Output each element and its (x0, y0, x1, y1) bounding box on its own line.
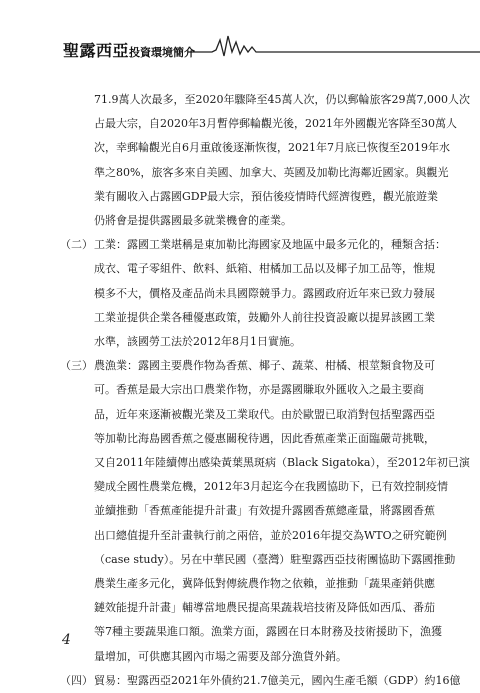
text-line: 業有關收入占露國GDP最大宗，預估後疫情時代經濟復甦，觀光旅遊業 (94, 189, 439, 203)
page-number: 4 (62, 632, 71, 648)
text-line: 量增加，可供應其國內市場之需要及部分漁貨外銷。 (94, 649, 347, 663)
text-line: 變成全國性農業危機，2012年3月起迄今在我國協助下，已有效控制疫情 (94, 480, 448, 494)
list-marker: （三） (60, 359, 93, 373)
text-line: 71.9萬人次最多，至2020年驟降至45萬人次，仍以郵輪旅客29萬7,000人次 (94, 93, 470, 106)
text-line: 出口總值提升至計畫執行前之兩倍，並於2016年提交為WTO之研究範例 (94, 528, 447, 542)
text-line: 次，幸郵輪觀光自6月重啟後逐漸恢復，2021年7月底已恢復至2019年水 (94, 141, 450, 155)
text-line: 水準，該國勞工法於2012年8月1日實施。 (94, 335, 301, 349)
header-title-sub: 投資環境簡介 (129, 46, 196, 59)
text-line: 又自2011年陸續傳出感染黃葉黑斑病（Black Sigatoka），至2012年初已演 (94, 456, 470, 470)
text-line: 占最大宗，自2020年3月暫停郵輪觀光後，2021年外國觀光客降至30萬人 (94, 117, 457, 131)
text-line: 成衣、電子零組件、飲料、紙箱、柑橘加工品以及椰子加工品等，惟規 (94, 262, 435, 276)
text-line: 工業並提供企業各種優惠政策，鼓勵外人前往投資設廠以提昇該國工業 (94, 310, 435, 324)
paragraph-industry (60, 233, 446, 354)
text-line: 仍將會是提供露國最多就業機會的產業。 (94, 214, 292, 228)
text-line: 鏈效能提升計畫」輔導當地農民提高果蔬栽培技術及降低如西瓜、番茄 (94, 601, 435, 615)
header-title-main: 聖露西亞 (63, 41, 130, 60)
text-line: 工業：露國工業堪稱是東加勒比海國家及地區中最多元化的，種類含括： (94, 238, 446, 252)
text-line: 準之80%，旅客多來自美國、加拿大、英國及加勒比海鄰近國家。與觀光 (94, 165, 449, 179)
paragraph-agriculture-fishery (60, 354, 470, 669)
list-marker: （二） (60, 238, 93, 252)
text-line: 品，近年來逐漸被觀光業及工業取代。由於歐盟已取消對包括聖露西亞 (94, 407, 435, 421)
text-line: 貿易：聖露西亞2021年外債約21.7億美元，國內生產毛額（GDP）約16億 (94, 673, 461, 687)
text-line: 農業生產多元化，冀降低對傳統農作物之依賴，並推動「蔬果產銷供應 (94, 577, 435, 591)
text-line: 農漁業：露國主要農作物為香蕉、椰子、蔬菜、柑橘、根莖類食物及可 (94, 359, 435, 373)
page-header (0, 0, 480, 60)
text-line: 可。香蕉是最大宗出口農業作物，亦是露國賺取外匯收入之最主要商 (94, 383, 424, 397)
text-line: 等加勒比海島國香蕉之優惠關稅待遇，因此香蕉產業正面臨嚴苛挑戰， (94, 431, 435, 445)
text-line: （case study）。另在中華民國（臺灣）駐聖露西亞技術團協助下露國推動 (94, 552, 456, 566)
text-line: 並續推動「香蕉產能提升計畫」有效提升露國香蕉總產量，將露國香蕉 (94, 504, 435, 518)
header-title (63, 38, 195, 61)
document-body (60, 88, 470, 693)
list-marker: （四） (60, 673, 93, 687)
paragraph-trade (60, 669, 461, 693)
paragraph-tourism-continued (60, 88, 470, 233)
text-line: 等7種主要蔬果進口額。漁業方面，露國在日本財務及技術援助下，漁獲 (94, 625, 442, 639)
text-line: 模多不大，價格及產品尚未具國際競爭力。露國政府近年來已致力發展 (94, 286, 435, 300)
